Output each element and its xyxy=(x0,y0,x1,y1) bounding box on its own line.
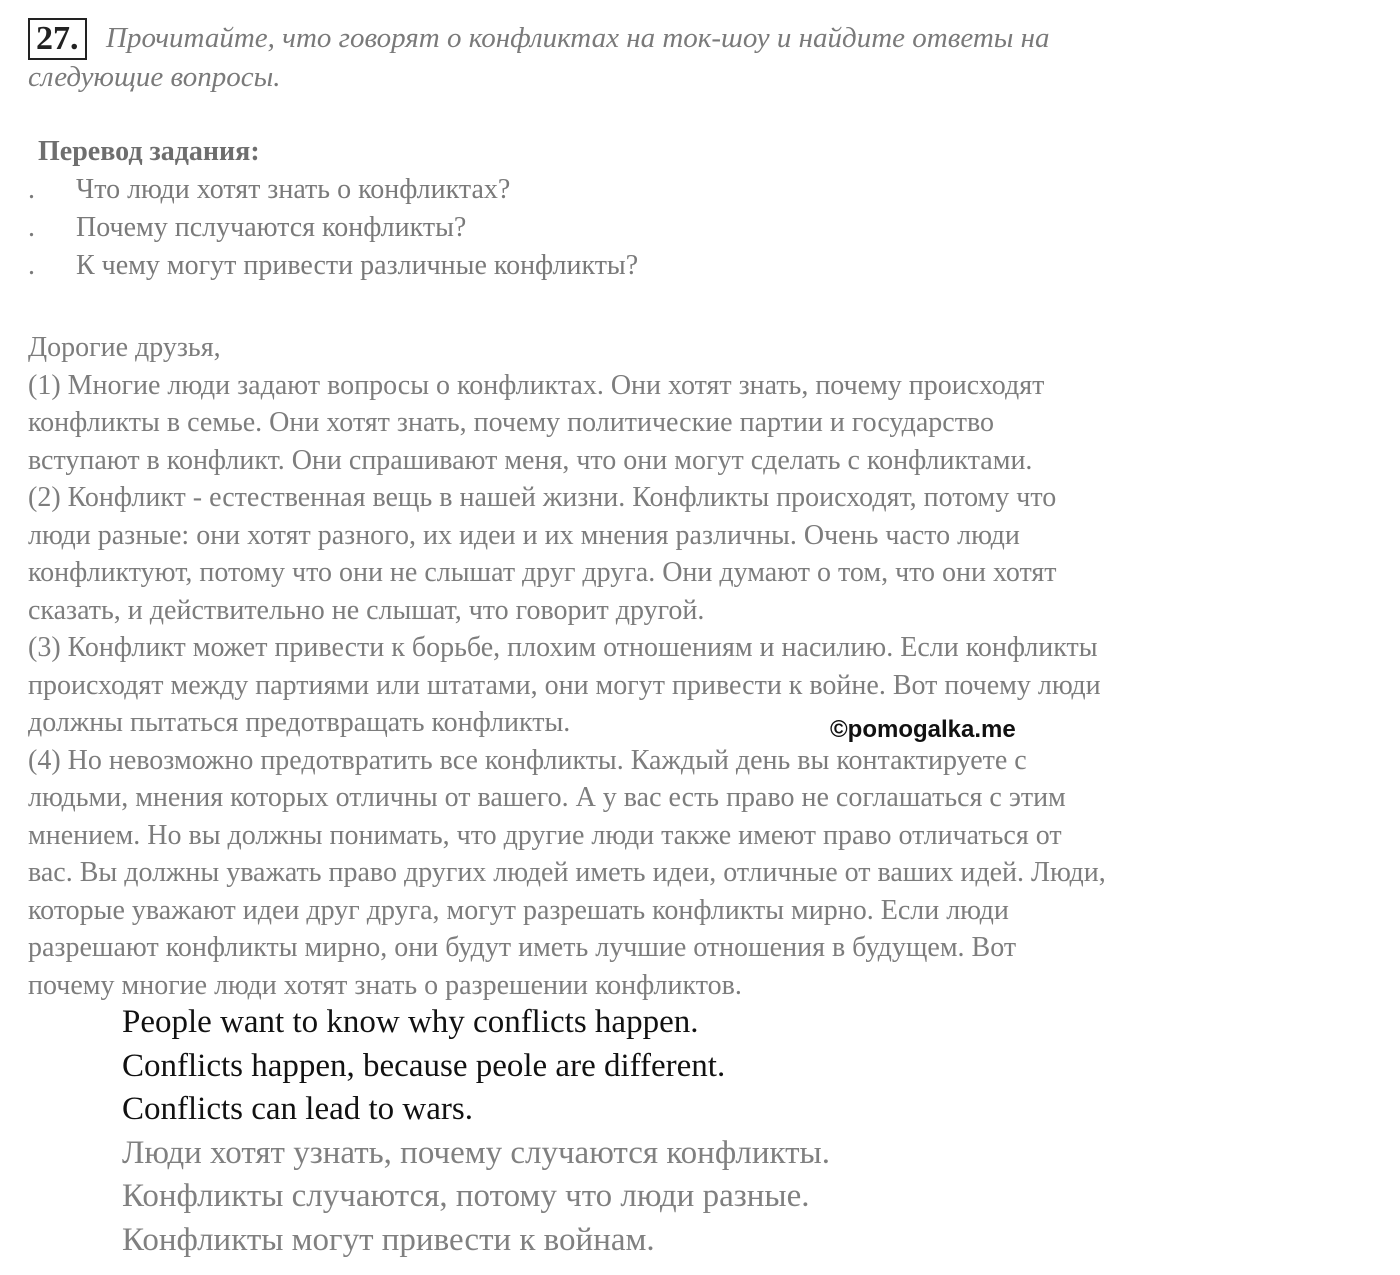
letter-line: Дорогие друзья, xyxy=(28,332,221,363)
letter-line: происходят между партиями или штатами, они могут привести к войне. Вот почему люди xyxy=(28,669,1101,701)
task-instruction-line1: Прочитайте, что говорят о конфликтах на ток-шоу и найдите ответы на xyxy=(106,22,1050,54)
letter-line: сказать, и действительно не слышат, что говорит другой. xyxy=(28,594,705,626)
letter-line: которые уважают идеи друг друга, могут разрешать конфликты мирно. Если люди xyxy=(28,894,1009,926)
letter-line: разрешают конфликты мирно, они будут иметь лучшие отношения в будущем. Вот xyxy=(28,932,1017,963)
letter-line: конфликтуют, потому что они не слышат друг друга. Они думают о том, что они хотят xyxy=(28,557,1057,588)
letter-line: почему многие люди хотят знать о разрешении конфликтов. xyxy=(28,969,742,1001)
answer-russian: Конфликты могут привести к войнам. xyxy=(122,1221,655,1258)
letter-line: люди разные: они хотят разного, их идеи и их мнения различны. Очень часто люди xyxy=(28,519,1020,551)
letter-line: (1) Многие люди задают вопросы о конфликтах. Они хотят знать, почему происходят xyxy=(28,369,1045,401)
letter-line: (3) Конфликт может привести к борьбе, плохим отношениям и насилию. Если конфликты xyxy=(28,632,1098,663)
question-text: Почему пслучаются конфликты? xyxy=(76,212,467,243)
answer-russian: Люди хотят узнать, почему случаются конфликты. xyxy=(122,1134,830,1171)
letter-line: (2) Конфликт - естественная вещь в нашей жизни. Конфликты происходят, потому что xyxy=(28,482,1057,513)
letter-line: мнением. Но вы должны понимать, что другие люди также имеют право отличаться от xyxy=(28,819,1062,851)
letter-line: вас. Вы должны уважать право других людей иметь идеи, отличные от ваших идей. Люди, xyxy=(28,857,1106,888)
answers xyxy=(122,1001,830,1262)
answer-russian: Конфликты случаются, потому что люди разные. xyxy=(122,1178,810,1214)
task-number: 27. xyxy=(28,18,87,60)
answer-english: Conflicts can lead to wars. xyxy=(122,1091,473,1127)
letter-line: людьми, мнения которых отличны от вашего. А у вас есть право не соглашаться с этим xyxy=(28,782,1066,813)
letter-text xyxy=(28,329,1318,1004)
letter-line: вступают в конфликт. Они спрашивают меня, что они могут сделать с конфликтами. xyxy=(28,444,1033,476)
letter-line: конфликты в семье. Они хотят знать, почему политические партии и государство xyxy=(28,407,994,438)
question-text: Что люди хотят знать о конфликтах? xyxy=(76,174,511,205)
bullet: . xyxy=(28,250,35,281)
watermark: ©pomogalka.me xyxy=(830,716,1016,743)
task-instruction-line2: следующие вопросы. xyxy=(28,61,281,93)
bullet: . xyxy=(28,212,35,243)
translation-title: Перевод задания: xyxy=(38,136,260,167)
letter-line: должны пытаться предотвращать конфликты. xyxy=(28,707,571,738)
question-text: К чему могут привести различные конфликты? xyxy=(76,250,639,281)
bullet: . xyxy=(28,174,35,205)
answer-english: Conflicts happen, because peole are different. xyxy=(122,1047,726,1084)
letter-line: (4) Но невозможно предотвратить все конфликты. Каждый день вы контактируете с xyxy=(28,744,1027,776)
answer-english: People want to know why conflicts happen. xyxy=(122,1004,699,1040)
